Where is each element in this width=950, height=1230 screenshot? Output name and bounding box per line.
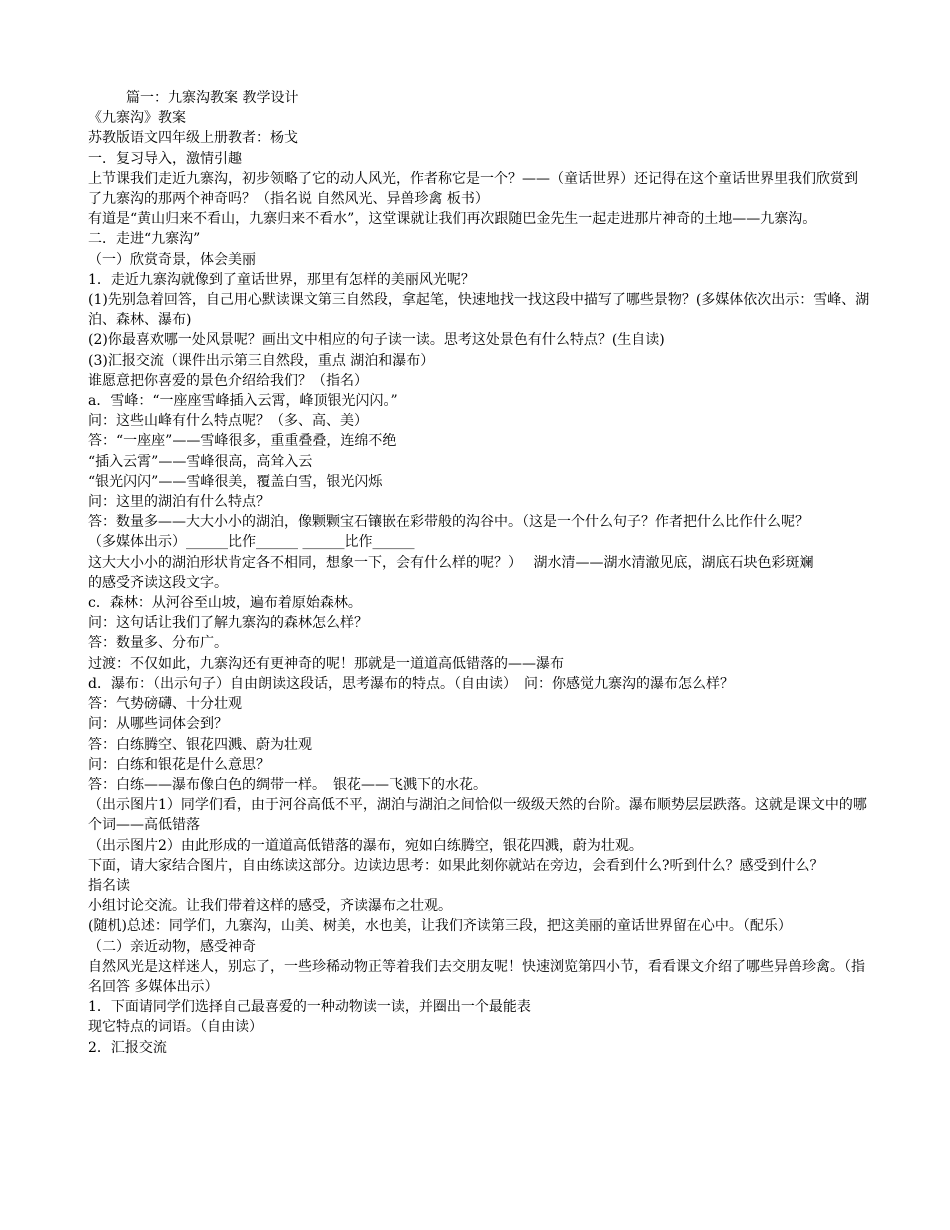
text-line: 指名读 (88, 877, 130, 894)
section-heading: 二．走进“九寨沟” (88, 231, 201, 248)
text-line: 过渡：不仅如此，九寨沟还有更神奇的呢！那就是一道道高低错落的——瀑布 (88, 655, 564, 672)
text-line: 问：这句话让我们了解九寨沟的森林怎么样？ (88, 615, 368, 632)
text-line: （出示图片2）由此形成的一道道高低错落的瀑布，宛如白练腾空，银花四溅，蔚为壮观。 (88, 837, 643, 854)
text-line: （多媒体出示）______比作______ ______比作______ (88, 534, 415, 551)
text-line: 答：白练腾空、银花四溅、蔚为壮观 (88, 736, 312, 753)
text-line: 自然风光是这样迷人，别忘了，一些珍稀动物正等着我们去交朋友呢！快速浏览第四小节，看看课文介绍了哪些异兽珍禽。（指名回答 多媒体出示） (88, 958, 865, 995)
text-line: 苏教版语文四年级上册教者：杨戈 (88, 130, 298, 147)
text-line: a．雪峰：“一座座雪峰插入云霄，峰顶银光闪闪。” (88, 393, 398, 410)
text-line: 2．汇报交流 (88, 1039, 167, 1056)
text-line: 谁愿意把你喜爱的景色介绍给我们？（指名） (88, 372, 368, 389)
text-line: 1．下面请同学们选择自己最喜爱的一种动物读一读，并圈出一个最能表 (88, 999, 531, 1016)
text-line: “银光闪闪”——雪峰很美，覆盖白雪，银光闪烁 (88, 473, 383, 490)
text-line: 有道是“黄山归来不看山，九寨归来不看水”，这堂课就让我们再次跟随巴金先生一起走进那片神奇的土地——九寨沟。 (88, 211, 817, 228)
text-line: 《九寨沟》教案 (88, 110, 186, 127)
document-title: 篇一：九寨沟教案 教学设计 (126, 90, 299, 106)
text-line: 现它特点的词语。（自由读） (88, 1019, 263, 1036)
subsection-heading: （一）欣赏奇景，体会美丽 (88, 251, 256, 268)
text-line: 答：气势磅礴、十分壮观 (88, 696, 242, 713)
section-heading: 一．复习导入，激情引趣 (88, 150, 242, 167)
text-line: 上节课我们走近九寨沟，初步领略了它的动人风光，作者称它是一个？——（童话世界）还记得在这个童话世界里我们欣赏到了九寨沟的那两个神奇吗？（指名说 自然风光、异兽珍禽 板书） (88, 170, 858, 208)
text-line: 答：数量多——大大小小的湖泊，像颗颗宝石镶嵌在彩带般的沟谷中。（这是一个什么句子？作者把什么比作什么呢？ (88, 514, 809, 531)
text-line: 问：这里的湖泊有什么特点？ (88, 494, 270, 511)
text-line: 问：白练和银花是什么意思？ (88, 756, 270, 773)
subsection-heading: （二）亲近动物，感受神奇 (88, 938, 256, 955)
text-line: 答：数量多、分布广。 (88, 635, 228, 652)
text-line: 答：“一座座”——雪峰很多，重重叠叠，连绵不绝 (88, 433, 397, 450)
text-line: 这大大小小的湖泊形状肯定各不相同，想象一下，会有什么样的呢？） 湖水清——湖水清澈见底，湖底石块色彩斑斓 (88, 554, 814, 571)
text-line: 1．走近九寨沟就像到了童话世界，那里有怎样的美丽风光呢？ (88, 271, 475, 288)
text-line: 小组讨论交流。让我们带着这样的感受，齐读瀑布之壮观。 (88, 898, 452, 915)
text-line: 问：这些山峰有什么特点呢？（多、高、美） (88, 413, 368, 430)
text-line: (随机)总述：同学们，九寨沟，山美、树美，水也美，让我们齐读第三段，把这美丽的童话世界留在心中。（配乐） (88, 918, 792, 935)
text-line: （出示图片1）同学们看，由于河谷高低不平，湖泊与湖泊之间恰似一级级天然的台阶。瀑布顺势层层跌落。这就是课文中的哪个词——高低错落 (88, 797, 867, 834)
text-line: 问：从哪些词体会到？ (88, 716, 228, 733)
text-line: (2)你最喜欢哪一处风景呢？画出文中相应的句子读一读。思考这处景色有什么特点？(生自读) (88, 332, 665, 349)
text-line: (3)汇报交流（课件出示第三自然段，重点 湖泊和瀑布） (88, 352, 435, 369)
text-line: c．森林：从河谷至山坡，遍布着原始森林。 (88, 595, 362, 612)
text-line: (1)先别急着回答，自己用心默读课文第三自然段，拿起笔，快速地找一找这段中描写了哪些景物？(多媒体依次出示：雪峰、湖泊、森林、瀑布) (88, 292, 870, 329)
text-line: “插入云霄”——雪峰很高，高耸入云 (88, 453, 313, 470)
text-line: 答：白练——瀑布像白色的绸带一样。 银花——飞溅下的水花。 (88, 776, 487, 793)
text-line: 的感受齐读这段文字。 (88, 574, 228, 591)
text-line: d．瀑布：（出示句子）自由朗读这段话，思考瀑布的特点。（自由读） 问：你感觉九寨沟的瀑布怎么样？ (88, 675, 734, 692)
text-line: 下面，请大家结合图片，自由练读这部分。边读边思考：如果此刻你就站在旁边，会看到什么?听到什么？感受到什么？ (88, 857, 824, 874)
